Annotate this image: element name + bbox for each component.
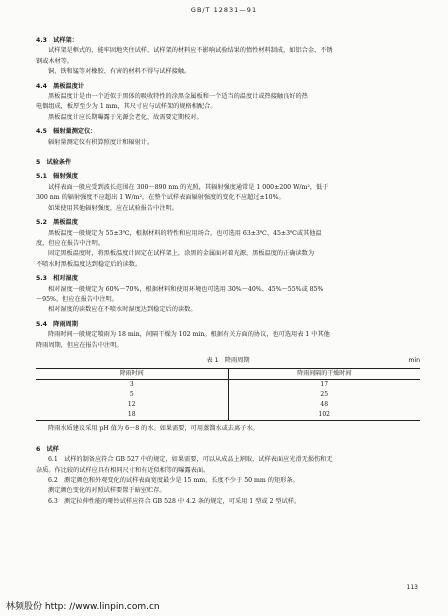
paragraph: 6.3 测定拉伸性能的哑铃试样应符合 GB 528 中 4.2 条的规定，可采用 1 型或 2 型试样。	[48, 497, 301, 505]
paragraph: 300 nm 的辐射强度不应超出 1 W/m²。在整个试样表面辐射强度的变化不应超过±10%。	[36, 194, 285, 202]
paragraph: 试样架是框式的，能牢固地夹住试样，试样架的材料应不影响试验结果的惰性材料制成，如铝合金、不锈	[48, 47, 333, 55]
section-5-title: 5 试验条件	[36, 159, 72, 167]
rain-cycle-table	[36, 368, 420, 421]
table-cell: 3	[36, 380, 228, 391]
paragraph: 黑板温度一般规定为 55±3℃，根据材料的特性和应用场合，也可选用 63±3℃、45±3℃或其他温	[48, 229, 322, 237]
section-5-1-title: 5.1 辐射强度	[36, 173, 78, 181]
table-row	[36, 390, 420, 400]
paragraph: 铜、铁和锰等对橡胶、有害的材料不得与试样接触。	[48, 68, 191, 76]
footer-watermark: 林频股份 http: //www.linpin.com.cn	[6, 602, 160, 612]
table-header-row	[36, 369, 420, 380]
table-cell: 18	[36, 410, 228, 421]
paragraph: 黑板温度计是由一个近似于黑体的吸收特性的涂黑金属板和一个适当的温度计或热接触良好的热	[48, 93, 308, 101]
paragraph: 相对湿度一般规定为 60%～70%，根据材料和使用环境也可选用 30%～40%、45%～55%或 85%	[48, 285, 324, 293]
paragraph: 试样表面一般应受到波长范围在 300～890 nm 的光照，其辐射强度通常是 1 000±200 W/m²，低于	[48, 183, 329, 191]
section-4-4-title: 4.4 黑板温度计	[36, 82, 85, 90]
paragraph: 杂质。作比较的试样应具有相同尺寸和有近似相等的曝露表面。	[36, 466, 210, 474]
section-4-3-title: 4.3 试样架：	[36, 37, 78, 44]
document-body	[36, 32, 420, 507]
paragraph: 黑板温度计应长期曝露于光源会老化，故需要定期校对。	[48, 113, 203, 121]
section-6-title: 6 试样	[36, 445, 59, 453]
paragraph: 测定颜色变化的对照试样要置于暗室贮存。	[48, 487, 166, 495]
standard-header: GB/T 12831—91	[190, 6, 258, 14]
paragraph: 不喷水时黑板温度达到稳定后的读数。	[36, 260, 142, 268]
table-cell: 12	[36, 400, 228, 410]
table-cell: 17	[320, 381, 329, 389]
table-cell: 5	[36, 390, 228, 400]
section-5-2-title: 5.2 黑板温度	[36, 219, 78, 227]
paragraph: 辐射量测定仪有积算照度计和辐射计。	[48, 138, 154, 146]
paragraph: 相对湿度的读数应在不喷水时湿度达到稳定后的读数。	[48, 306, 197, 314]
section-5-4-title: 5.4 降雨周期	[36, 320, 78, 328]
paragraph: 钢或木材等。	[36, 57, 74, 65]
page-number: 113	[406, 584, 418, 591]
column-header: 降雨间隔的干燥时间	[297, 370, 352, 378]
paragraph: 电偶组成，板厚至少为 1 mm，其尺寸应与试样架的规格相配合。	[36, 103, 217, 111]
table-row	[36, 400, 420, 410]
paragraph: 度，但应在报告中注明。	[36, 239, 105, 247]
section-5-3-title: 5.3 相对湿度	[36, 275, 78, 283]
paragraph: 降雨周期，但应在报告中注明。	[36, 341, 123, 349]
paragraph: 如果使用其他辐射强度，应在试验报告中注明。	[48, 204, 178, 212]
table-row	[36, 380, 420, 391]
paragraph: ～95%，但应在报告中注明。	[36, 295, 118, 303]
paragraph: 降雨水质建议采用 pH 值为 6～8 的水。如果需要，可用蒸馏水或去离子水。	[48, 425, 259, 433]
table-caption	[36, 356, 420, 366]
table-cell: 48	[320, 401, 329, 409]
section-4-5-title: 4.5 辐射量测定仪：	[36, 128, 97, 136]
paragraph: 固定黑板温度时，将黑板温度计固定在试样架上，涂黑的金属面对着光源，黑板温度的正确读数为	[48, 250, 315, 258]
table-row	[36, 410, 420, 421]
table-unit: min	[408, 356, 420, 364]
paragraph: 降雨时间一般规定喷雨为 18 min，间隔干燥为 102 min。根据有关方面的协议，也可选用表 1 中其他	[48, 331, 330, 339]
table-cell: 102	[318, 411, 330, 419]
paragraph: 6.2 测定颜色和外观变化的试样表面宽度最少是 15 mm，长度不少于 50 mm 的矩形条。	[48, 477, 299, 484]
table-cell: 25	[320, 391, 329, 399]
table-title: 表 1 降雨周期	[206, 356, 250, 364]
column-header: 降雨时间	[36, 369, 228, 380]
paragraph: 6.1 试样的制备应符合 GB 527 中的规定，如果需要，可以从成品上割取，试样表面应光滑无损伤和无	[48, 456, 333, 464]
